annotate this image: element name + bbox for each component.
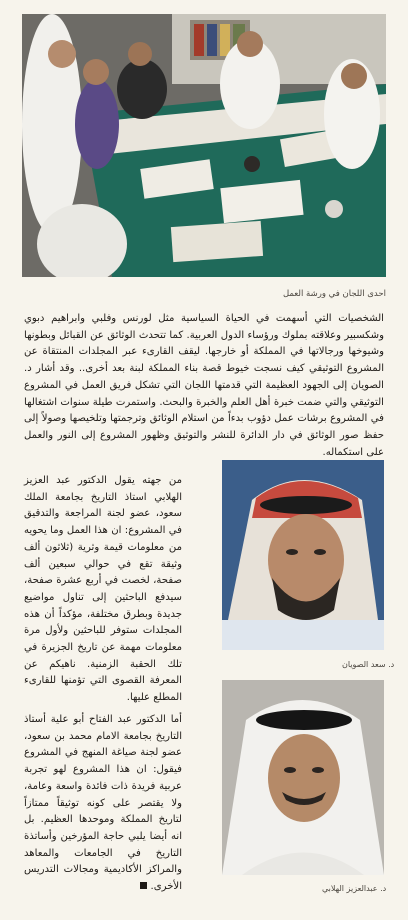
portrait-caption-1: د. سعد الصويان [342, 660, 395, 669]
article-paragraph-1: الشخصيات التي أسهمت في الحياة السياسية مثل لورنس وفلبي وابراهيم دبوي وشكسبير وعلاقته بملوك ورؤساء الدول العربية. كما تتحدث الوثائق عن القبائل وبطونها وشيوخها ورجالاتها في المملكة أو خارجها. ليقف القارىء عبر المجلدات المنتقاة عن المشروع التوثيقي كيف نسجت خيوط قصة بناء المملكة لبنة بعد أخرى.. وقد أشار د. الصويان إلى الجهود العظيمة التي قدمتها اللجان التي تشكل فريق العمل في المشروع التوثيقي والتي ضمت خبرة أهل العلم والخبرة والبحث. واستمرت طيلة سنوات اشتغالها في المشروع برشات عمل دؤوب بدءاً من استلام الوثائق وترجمتها وتلخيصها وصولاً إلى حفظ صور الوثائق في دار الدائرة للنشر والتوثيق وظهور المشروع إلى النور والعمل على استكماله. [24, 313, 384, 458]
article-paragraph-3 [24, 712, 182, 896]
portrait-caption-2: د. عبدالعزيز الهلابي [322, 884, 387, 893]
end-of-article-mark [140, 882, 147, 889]
article-paragraph-2: من جهته يقول الدكتور عبد العزيز الهلابي استاذ التاريخ بجامعة الملك سعود، عضو لجنة المراجعة والتدقيق في المشروع: ان هذا العمل وما يحويه من معلومات قيمة وثرية (ثلاثون ألف وثيقة تقع في حوالي سبعين ألف صفحة، لخصت في أربع عشرة صفحة، سيدفع الباحثين إلى تناول مواضيع جديدة وبطرق مختلفة، مؤكداً أن هذه المجلدات ستوفر للباحثين ولأول مرة معلومات مهمة عن تاريخ الجزيرة في تلك الحقبة الزمنية. ناهيكم عن المعرفة القصوى التي تؤمنها للقارىء المطلع عليها. [24, 475, 182, 704]
portrait-saad-alsowayan-illustration [222, 460, 384, 650]
committee-photo-caption: احدى اللجان في ورشة العمل [282, 289, 386, 299]
committee-photo [22, 14, 386, 277]
committee-photo-illustration [22, 14, 386, 277]
portrait-saad-alsowayan [222, 460, 384, 650]
portrait-abdulaziz-alhilabi-illustration [222, 680, 384, 875]
article-paragraph-3-text: أما الدكتور عبد الفتاح أبو علية أستاذ التاريخ بجامعة الامام محمد بن سعود، عضو لجنة صياغة المنهج في المشروع فيقول: ان هذا المشروع لهو تجربة عربية فريدة ذات فائدة واسعة وعامة، ولا يقتصر على كونه توثيقاً ممتازاً لتاريخ المملكة وموحدها العظيم. بل انه أيضا يلبي حاجة المؤرخين وأساتذة التاريخ في الجامعات والمعاهد والمراكز الأكاديمية ومجالات التدريس الأخرى. [24, 714, 182, 893]
portrait-abdulaziz-alhilabi [222, 680, 384, 875]
